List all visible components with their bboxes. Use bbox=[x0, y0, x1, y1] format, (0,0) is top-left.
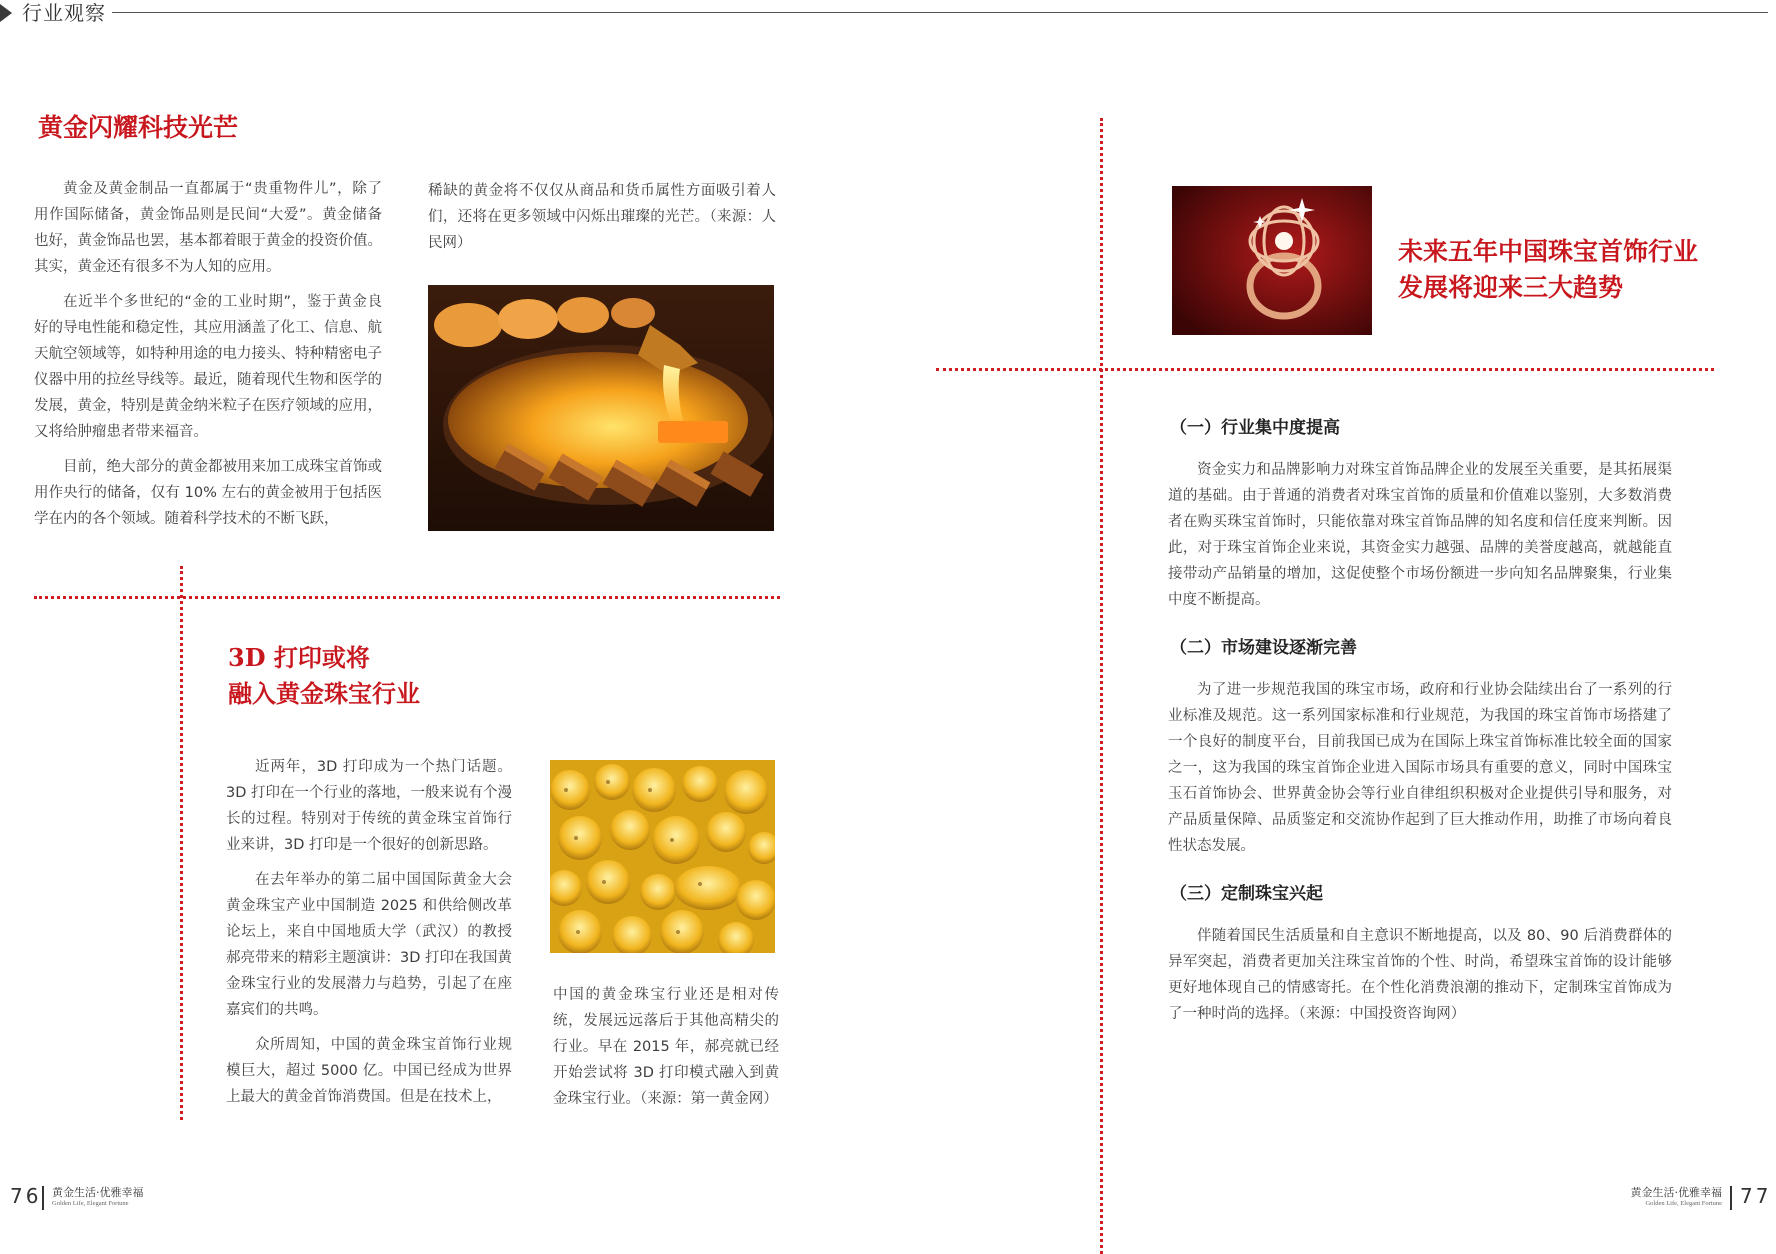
paragraph: 资金实力和品牌影响力对珠宝首饰品牌企业的发展至关重要，是其拓展渠道的基础。由于普通的消费者对珠宝首饰的质量和价值难以鉴别，大多数消费者在购买珠宝首饰时，只能依靠对珠宝首饰品牌的知名度和信任度来判断。因此，对于珠宝首饰企业来说，其资金实力越强、品牌的美誉度越高，就越能直接带动产品销量的增加，这促使整个市场份额进一步向知名品牌聚集，行业集中度不断提高。 bbox=[1168, 462, 1672, 608]
paragraph: 在去年举办的第二届中国国际黄金大会黄金珠宝产业中国制造 2025 和供给侧改革论坛上，来自中国地质大学（武汉）的教授郝亮带来的精彩主题演讲：3D 打印在我国黄金珠宝行业的发展潜力与趋势，引起了在座嘉宾们的共鸣。 bbox=[226, 872, 512, 1018]
brand-en: Golden Life, Elegant Fortune bbox=[52, 1200, 129, 1207]
divider-article1-bottom bbox=[34, 596, 780, 599]
article1-right-column bbox=[428, 178, 776, 265]
article3-title bbox=[1398, 234, 1698, 306]
header-rule bbox=[112, 12, 1768, 13]
brand-en: Golden Life, Elegant Fortune bbox=[1645, 1200, 1722, 1207]
center-divider bbox=[1100, 118, 1103, 1254]
paragraph: 众所周知，中国的黄金珠宝首饰行业规模巨大，超过 5000 亿。中国已经成为世界上最大的黄金首饰消费国。但是在技术上， bbox=[226, 1037, 512, 1105]
gold-figurines-photo bbox=[550, 760, 775, 953]
divider-article3-top bbox=[936, 368, 1714, 371]
paragraph: 在近半个多世纪的“金的工业时期”，鉴于黄金良好的导电性能和稳定性，其应用涵盖了化工、信息、航天航空领域等，如特种用途的电力接头、特种精密电子仪器中用的拉丝导线等。最近，随着现代生物和医学的发展，黄金，特别是黄金纳米粒子在医疗领域的应用，又将给肿瘤患者带来福音。 bbox=[34, 294, 382, 440]
paragraph: 近两年，3D 打印成为一个热门话题。3D 打印在一个行业的落地，一般来说有个漫长的过程。特别对于传统的黄金珠宝首饰行业来讲，3D 打印是一个很好的创新思路。 bbox=[226, 759, 512, 853]
paragraph: 中国的黄金珠宝行业还是相对传统，发展远远落后于其他高精尖的行业。早在 2015 年，郝亮就已经开始尝试将 3D 打印模式融入到黄金珠宝行业。（来源：第一黄金网） bbox=[553, 987, 779, 1107]
article2-left-column bbox=[226, 754, 512, 1119]
rose-gold-ring-photo bbox=[1172, 186, 1372, 335]
section-label: 行业观察 bbox=[22, 1, 106, 25]
paragraph: 伴随着国民生活质量和自主意识不断地提高，以及 80、90 后消费群体的异军突起，消费者更加关注珠宝首饰的个性、时尚，希望珠宝首饰的设计能够更好地体现自己的情感寄托。在个性化消费浪潮的推动下，定制珠宝首饰成为了一种时尚的选择。（来源：中国投资咨询网） bbox=[1168, 928, 1672, 1022]
brand-cn: 黄金生活·优雅幸福 bbox=[52, 1186, 144, 1199]
footer-separator-right bbox=[1730, 1186, 1732, 1210]
paragraph: 为了进一步规范我国的珠宝市场，政府和行业协会陆续出台了一系列的行业标准及规范。这一系列国家标准和行业规范，为我国的珠宝首饰市场搭建了一个良好的制度平台，目前我国已成为在国际上珠宝首饰标准比较全面的国家之一，这为我国的珠宝首饰企业进入国际市场具有重要的意义，同时中国珠宝玉石首饰协会、世界黄金协会等行业自律组织积极对企业提供引导和服务，对产品质量保障、品质鉴定和交流协作起到了巨大推动作用，助推了市场向着良性状态发展。 bbox=[1168, 682, 1672, 854]
article2-right-column bbox=[553, 982, 779, 1121]
brand-logo-right bbox=[1610, 1186, 1722, 1208]
brand-cn: 黄金生活·优雅幸福 bbox=[1630, 1186, 1722, 1199]
brand-logo-left bbox=[52, 1186, 144, 1208]
paragraph: 目前，绝大部分的黄金都被用来加工成珠宝首饰或用作央行的储备，仅有 10% 左右的黄金被用于包括医学在内的各个领域。随着科学技术的不断飞跃， bbox=[34, 459, 382, 527]
title-line: 3D 打印或将 bbox=[228, 643, 370, 672]
section-text-3 bbox=[1168, 923, 1672, 1036]
article1-left-column bbox=[34, 176, 382, 541]
paragraph: 稀缺的黄金将不仅仅从商品和货币属性方面吸引着人们，还将在更多领域中闪烁出璀璨的光芒。（来源：人民网） bbox=[428, 183, 776, 251]
title-line: 未来五年中国珠宝首饰行业 bbox=[1398, 237, 1699, 266]
title-line: 发展将迎来三大趋势 bbox=[1398, 273, 1624, 302]
footer-separator-left bbox=[42, 1186, 44, 1210]
divider-article2-left bbox=[180, 566, 183, 1120]
article2-title bbox=[228, 640, 420, 712]
section-text-1 bbox=[1168, 457, 1672, 622]
molten-gold-photo bbox=[428, 285, 774, 531]
paragraph: 黄金及黄金制品一直都属于“贵重物件儿”，除了用作国际储备，黄金饰品则是民间“大爱”。黄金储备也好，黄金饰品也罢，基本都着眼于黄金的投资价值。其实，黄金还有很多不为人知的应用。 bbox=[34, 181, 382, 275]
section-text-2 bbox=[1168, 677, 1672, 868]
section-heading-3: （三）定制珠宝兴起 bbox=[1170, 884, 1323, 904]
page-number-left: 76 bbox=[10, 1184, 42, 1208]
article1-title: 黄金闪耀科技光芒 bbox=[38, 113, 239, 142]
title-line: 融入黄金珠宝行业 bbox=[228, 679, 420, 708]
page-number-right: 77 bbox=[1740, 1184, 1772, 1208]
header-arrow-icon bbox=[0, 4, 12, 22]
section-heading-2: （二）市场建设逐渐完善 bbox=[1170, 638, 1357, 658]
section-heading-1: （一）行业集中度提高 bbox=[1170, 418, 1340, 438]
